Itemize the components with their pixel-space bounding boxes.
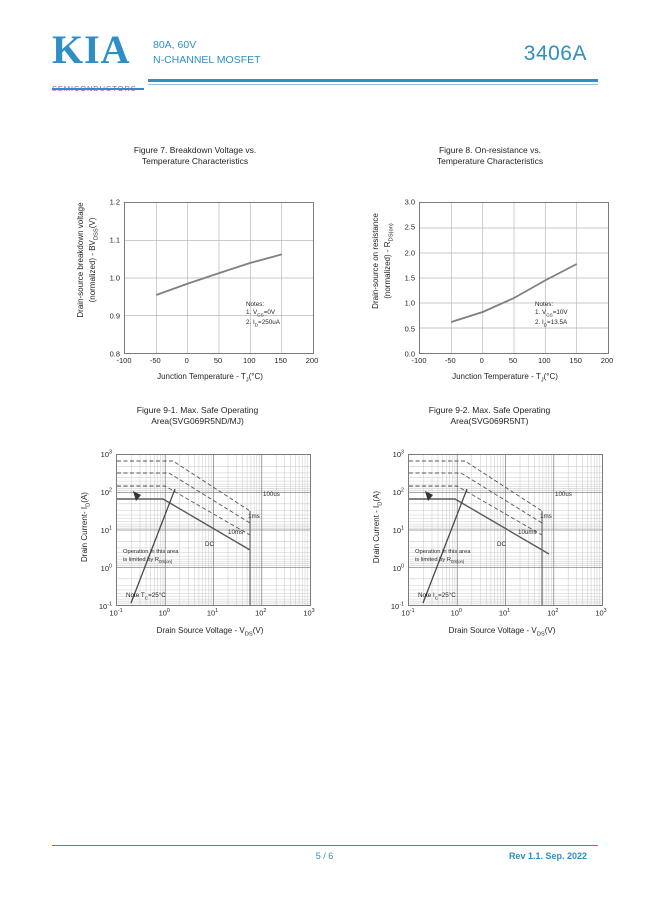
- figure-8-y-axis-label-2: (normalized) - $R_{DS(on)}$: [383, 223, 395, 299]
- figure-9-1-y-ticks: $10^3$ $10^2$ $10^1$ $10^0$ $10^{-1}$: [98, 449, 112, 611]
- figure-9-1-y-axis-label: Drain Current- $I_D(A)$: [80, 492, 92, 562]
- figure-9-2-x-axis-label: Drain Source Voltage - $V_{DS}(V)$: [448, 626, 556, 638]
- figure-9-2-label-dc: DC: [497, 541, 506, 548]
- revision-label: Rev 1.1. Sep. 2022: [508, 851, 587, 861]
- figure-9-1-inbox-note: [123, 549, 178, 565]
- header-rule-thin: [148, 84, 598, 85]
- figure-9-2-title-line1: Figure 9-2. Max. Safe Operating: [428, 405, 551, 415]
- product-spec: [153, 38, 261, 68]
- figure-8-y-axis-label: Drain-source on resistance: [371, 213, 380, 309]
- figure-8-y-ticks: 3.0 2.5 2.0 1.5 1.0 0.5 0.0: [404, 197, 415, 359]
- figure-7-title-line2: Temperature Characteristics: [141, 156, 249, 166]
- logo-wordmark: KIA: [52, 27, 131, 72]
- figure-7-notes-title: Notes:: [246, 301, 265, 308]
- figure-9-2-svg: [409, 455, 602, 605]
- figure-8-title: [365, 145, 615, 167]
- figure-7: [70, 145, 320, 384]
- footer-rule: [52, 845, 598, 846]
- figure-9-2-title-line2: Area(SVG069R5NT): [450, 416, 529, 426]
- figure-7-svg: [125, 203, 313, 353]
- figure-9-2-title: [362, 405, 617, 427]
- figure-8-note-2: 2. $I_D=13.5A$: [535, 319, 568, 328]
- figure-7-note-1: 1. $V_{GS}=0V$: [246, 309, 276, 318]
- product-spec-line1: 80A, 60V: [153, 39, 197, 51]
- figure-8-notes-title: Notes:: [535, 301, 554, 308]
- figure-7-note-2: 2. $I_D=250uA$: [246, 319, 280, 328]
- figure-7-plot: [70, 169, 320, 384]
- figure-8-x-axis-label: Junction Temperature - $T_J(^\circ C)$: [452, 372, 558, 384]
- figure-9-1-title: [70, 405, 325, 427]
- figure-8-grid: [419, 202, 609, 354]
- figure-8-notes: [535, 301, 568, 330]
- figure-7-title: [70, 145, 320, 167]
- figure-8-title-line1: Figure 8. On-resistance vs.: [438, 145, 542, 155]
- figure-9-2-inbox-note-line2: is limited by $R_{DS(on)}$: [415, 556, 465, 564]
- figure-9-2-y-axis-label: Drain Current - $I_D(A)$: [372, 490, 384, 564]
- figure-9-2-y-ticks: $10^3$ $10^2$ $10^1$ $10^0$ $10^{-1}$: [390, 449, 404, 611]
- figure-9-2-x-ticks: $10^{-1}$ $10^0$ $10^1$ $10^2$ $10^3$: [401, 608, 607, 618]
- figure-9-1-footnote: Note $T_C=25^\circ C$: [126, 592, 166, 601]
- figure-7-title-line1: Figure 7. Breakdown Voltage vs.: [133, 145, 257, 155]
- figure-7-grid: [124, 202, 314, 354]
- figure-7-y-axis-label-2: (normalized) - $BV_{DSS}(V)$: [88, 217, 100, 303]
- figure-7-y-ticks: 1.2 1.1 1.0 0.9 0.8: [109, 197, 120, 359]
- figure-7-notes: [246, 301, 280, 330]
- figure-9-1-title-line1: Figure 9-1. Max. Safe Operating: [136, 405, 259, 415]
- figure-9-1-inbox-note-line2: is limited by $R_{DS(on)}$: [123, 556, 173, 564]
- figure-9-2-label-100us: 100us: [555, 491, 572, 498]
- figure-9-1-label-dc: DC: [205, 541, 214, 548]
- figure-7-y-axis-label: Drain-source breakdown voltage: [76, 202, 85, 318]
- figure-9-2-label-1ms: 1ms: [540, 513, 552, 520]
- figure-8: [365, 145, 615, 384]
- header-rule-thick: [148, 79, 598, 82]
- figure-9-1: [70, 405, 325, 644]
- figure-9-1-x-ticks: $10^{-1}$ $10^0$ $10^1$ $10^2$ $10^3$: [109, 608, 315, 618]
- figure-8-title-line2: Temperature Characteristics: [436, 156, 544, 166]
- figure-8-note-1: 1. $V_{GS}=10V$: [535, 309, 568, 318]
- figure-9-1-svg: [117, 455, 310, 605]
- figure-9-1-inbox-note-line1: Operation in this area: [123, 549, 179, 555]
- figure-9-1-label-1ms: 1ms: [248, 513, 260, 520]
- figure-9-1-title-line2: Area(SVG069R5ND/MJ): [151, 416, 244, 426]
- figure-7-x-axis-label: Junction Temperature - $T_J(^\circ C)$: [157, 372, 263, 384]
- figure-9-2-grid: [408, 454, 603, 606]
- figure-8-svg: [420, 203, 608, 353]
- figure-9-2-inbox-note-line1: Operation in this area: [415, 549, 471, 555]
- part-number: 3406A: [523, 42, 587, 65]
- figure-9-1-plot: [70, 429, 325, 644]
- figure-9-1-label-10ms: 10ms: [228, 529, 244, 536]
- logo-underline: [52, 88, 144, 90]
- figure-9-2-footnote: Note $I_C=25^\circ C$: [418, 592, 456, 601]
- page-header: [0, 0, 649, 100]
- figure-8-x-ticks: -100 -50 0 50 100 150 200: [411, 356, 614, 365]
- figure-9-1-label-100us: 100us: [263, 491, 280, 498]
- product-spec-line2: N-CHANNEL MOSFET: [153, 54, 261, 66]
- figure-9-2-plot: [362, 429, 617, 644]
- page-number: 5 / 6: [315, 851, 334, 861]
- figure-9-1-x-axis-label: Drain Source Voltage - $V_{DS}(V)$: [156, 626, 264, 638]
- company-logo: [52, 27, 144, 92]
- figure-9-1-grid: [116, 454, 311, 606]
- figure-9-2-label-10ums: 10ums: [518, 529, 537, 536]
- figure-8-plot: [365, 169, 615, 384]
- figure-9-2: [362, 405, 617, 644]
- figure-9-2-inbox-note: [415, 549, 470, 565]
- figure-7-x-ticks: -100 -50 0 50 100 150 200: [116, 356, 319, 365]
